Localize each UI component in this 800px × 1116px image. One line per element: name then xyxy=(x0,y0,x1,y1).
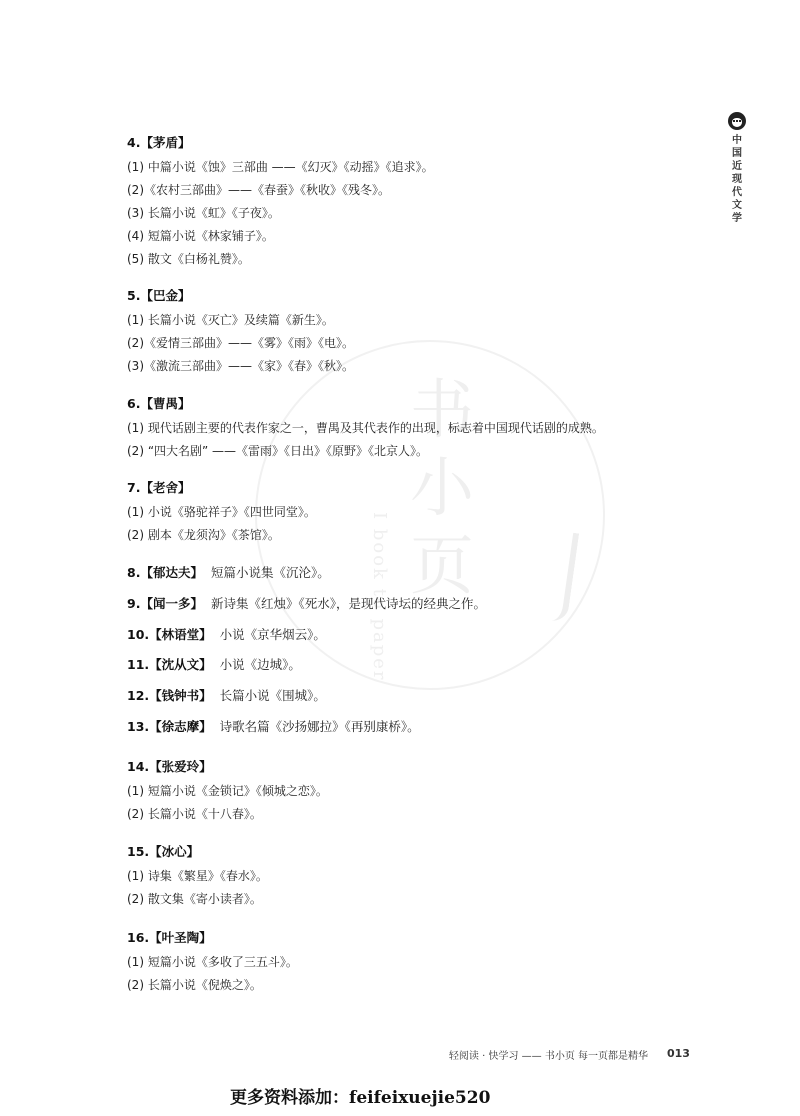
list-item: (5) 散文《白杨礼赞》。 xyxy=(127,252,250,266)
list-item: (4) 短篇小说《林家铺子》。 xyxy=(127,229,274,243)
section-note: 诗歌名篇《沙扬娜拉》《再别康桥》。 xyxy=(219,719,420,734)
section-ba-jin xyxy=(127,287,354,378)
chapter-side-tab xyxy=(727,112,747,225)
list-item: (2)《农村三部曲》——《春蚕》《秋收》《残冬》。 xyxy=(127,183,390,197)
section-zhang-ailing xyxy=(127,758,328,826)
watermark-glyphs: 书小页 xyxy=(410,374,474,604)
section-heading: 15.【冰心】 xyxy=(127,844,200,859)
page-footer xyxy=(0,1047,800,1063)
section-note: 长篇小说《围城》。 xyxy=(219,688,326,703)
section-heading: 11.【沈从文】 小说《边城》。 xyxy=(127,657,301,672)
section-shen-congwen xyxy=(127,656,301,674)
section-heading: 14.【张爱玲】 xyxy=(127,759,212,774)
section-heading: 7.【老舍】 xyxy=(127,480,191,495)
list-item: (1) 小说《骆驼祥子》《四世同堂》。 xyxy=(127,505,316,519)
section-heading: 12.【钱钟书】 长篇小说《围城》。 xyxy=(127,688,326,703)
section-heading: 6.【曹禺】 xyxy=(127,396,191,411)
list-item: (2)《爱情三部曲》——《雾》《雨》《电》。 xyxy=(127,336,354,350)
section-heading: 13.【徐志摩】 诗歌名篇《沙扬娜拉》《再别康桥》。 xyxy=(127,719,420,734)
mascot-avatar-icon xyxy=(728,112,746,130)
section-heading: 10.【林语堂】 小说《京华烟云》。 xyxy=(127,627,326,642)
list-item: (3) 长篇小说《虹》《子夜》。 xyxy=(127,206,280,220)
list-item: (2) 长篇小说《十八春》。 xyxy=(127,807,262,821)
list-item: (3)《激流三部曲》——《家》《春》《秋》。 xyxy=(127,359,354,373)
section-note: 小说《京华烟云》。 xyxy=(219,627,326,642)
list-item: (1) 中篇小说《蚀》三部曲 ——《幻灭》《动摇》《追求》。 xyxy=(127,160,434,174)
footer-slogan: 轻阅读 · 快学习 —— 书小页 每一页都是精华 xyxy=(448,1051,648,1062)
contact-banner: 更多资料添加：feifeixuejie520 xyxy=(230,1088,491,1108)
section-heading: 9.【闻一多】 新诗集《红烛》《死水》，是现代诗坛的经典之作。 xyxy=(127,596,486,611)
section-ye-shengtao xyxy=(127,929,298,997)
list-item: (2) 长篇小说《倪焕之》。 xyxy=(127,978,262,992)
list-item: (1) 诗集《繁星》《春水》。 xyxy=(127,869,268,883)
watermark-brush-stroke xyxy=(551,531,579,622)
section-heading: 8.【郁达夫】 短篇小说集《沉沦》。 xyxy=(127,565,330,580)
page-number: 013 xyxy=(667,1047,690,1060)
section-note: 短篇小说集《沉沦》。 xyxy=(210,565,330,580)
list-item: (1) 长篇小说《灭亡》及续篇《新生》。 xyxy=(127,313,334,327)
list-item: (2) 剧本《龙须沟》《茶馆》。 xyxy=(127,528,280,542)
section-note: 新诗集《红烛》《死水》，是现代诗坛的经典之作。 xyxy=(210,596,486,611)
list-item: (2) “四大名剧” ——《雷雨》《日出》《原野》《北京人》。 xyxy=(127,444,429,458)
section-heading: 4.【茅盾】 xyxy=(127,135,191,150)
section-qian-zhongshu xyxy=(127,687,326,705)
list-item: (1) 现代话剧主要的代表作家之一，曹禺及其代表作的出现，标志着中国现代话剧的成熟。 xyxy=(127,421,604,435)
section-yu-dafu xyxy=(127,564,330,582)
section-xu-zhimo xyxy=(127,718,420,736)
section-heading: 16.【叶圣陶】 xyxy=(127,930,212,945)
list-item: (1) 短篇小说《多收了三五斗》。 xyxy=(127,955,298,969)
section-lao-she xyxy=(127,479,316,547)
section-wen-yiduo xyxy=(127,595,486,613)
list-item: (1) 短篇小说《金锁记》《倾城之恋》。 xyxy=(127,784,328,798)
section-mao-dun xyxy=(127,134,434,271)
list-item: (2) 散文集《寄小读者》。 xyxy=(127,892,262,906)
watermark-tagline: I book to paper xyxy=(369,512,390,682)
section-cao-yu xyxy=(127,395,604,463)
section-heading: 5.【巴金】 xyxy=(127,288,191,303)
side-tab-label: 中国近现代文学 xyxy=(732,135,742,224)
section-bing-xin xyxy=(127,843,268,911)
section-lin-yutang xyxy=(127,626,326,644)
section-note: 小说《边城》。 xyxy=(219,657,301,672)
